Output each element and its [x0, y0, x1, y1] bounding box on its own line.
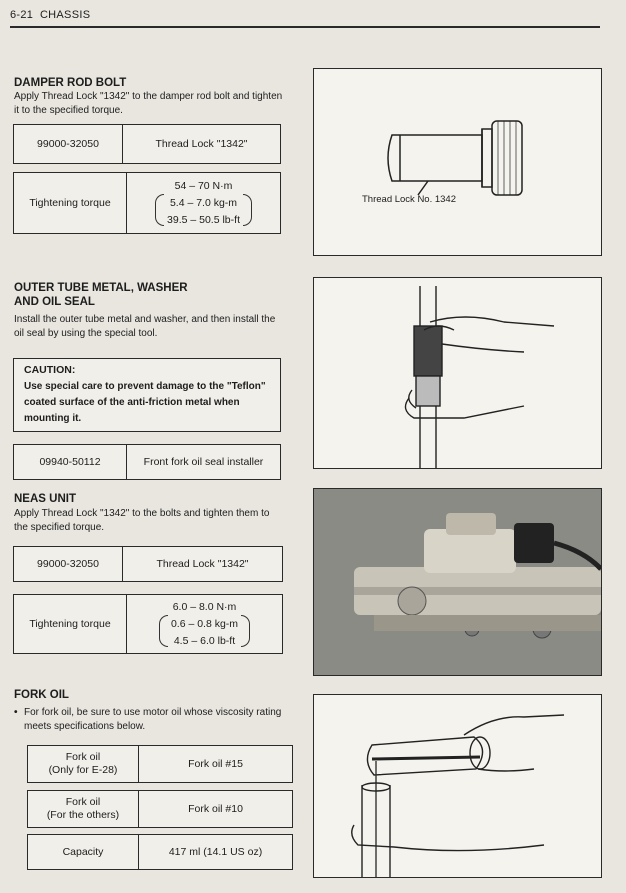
- neas-torque-label: Tightening torque: [14, 595, 127, 653]
- damper-torque-nm: 54 – 70 N·m: [174, 179, 233, 192]
- fork-oil-row-value: Fork oil #10: [188, 803, 243, 815]
- fork-oil-row-label: Fork oil (For the others): [28, 791, 139, 827]
- outer-tube-title: [14, 281, 188, 309]
- fork-oil-title: FORK OIL: [14, 689, 69, 701]
- caution-body: Use special care to prevent damage to the "Teflon" coated surface of the anti-friction metal when mounting it.: [24, 381, 266, 424]
- neas-thread-lock-part: 99000-32050: [14, 547, 123, 581]
- damper-torque-lbft: 39.5 – 50.5 lb-ft: [167, 213, 240, 226]
- page-number: [10, 9, 90, 21]
- fork-oil-row-label: Capacity: [28, 835, 139, 869]
- oil-seal-install-figure: [313, 277, 602, 469]
- outer-tube-title-line1: OUTER TUBE METAL, WASHER: [14, 282, 188, 294]
- neas-unit-illustration: [314, 489, 601, 675]
- caution-box: [13, 358, 281, 432]
- fork-oil-row-e28: [27, 745, 293, 783]
- outer-tube-title-line2: AND OIL SEAL: [14, 296, 95, 308]
- bullet-icon: •: [14, 707, 18, 718]
- neas-unit-body: Apply Thread Lock "1342" to the bolts and tighten them to the specified torque.: [14, 508, 270, 533]
- neas-torque-nm: 6.0 – 8.0 N·m: [172, 600, 237, 613]
- caution-title: CAUTION:: [24, 364, 76, 376]
- damper-thread-lock-name: Thread Lock "1342": [155, 138, 248, 150]
- fork-oil-pour-figure: [313, 694, 602, 878]
- neas-torque-lbft: 4.5 – 6.0 lb-ft: [173, 634, 236, 647]
- thread-lock-caption: Thread Lock No. 1342: [362, 194, 457, 205]
- page-header: [0, 0, 626, 30]
- damper-torque-table: [13, 172, 281, 234]
- oil-seal-tool-part: 09940-50112: [14, 445, 127, 479]
- fork-oil-bullet-text: For fork oil, be sure to use motor oil whose viscosity rating meets specifications below.: [24, 707, 282, 732]
- damper-rod-bolt-figure: [313, 68, 602, 256]
- outer-tube-body: Install the outer tube metal and washer, and then install the oil seal by using the special tool.: [14, 314, 276, 339]
- damper-torque-label: Tightening torque: [14, 173, 127, 233]
- damper-rod-bolt-body: Apply Thread Lock "1342" to the damper rod bolt and tighten it to the specified torque.: [14, 91, 283, 116]
- fork-oil-row-value: 417 ml (14.1 US oz): [168, 846, 263, 858]
- neas-unit-title: NEAS UNIT: [14, 493, 76, 505]
- neas-torque-kgm: 0.6 – 0.8 kg-m: [170, 617, 239, 630]
- fork-oil-row-label: Fork oil (Only for E-28): [28, 746, 139, 782]
- damper-rod-bolt-title: DAMPER ROD BOLT: [14, 77, 127, 89]
- neas-torque-table: [13, 594, 283, 654]
- oil-seal-tool-table: [13, 444, 281, 480]
- fork-oil-row-others: [27, 790, 293, 828]
- fork-oil-row-capacity: [27, 834, 293, 870]
- fork-oil-pour-illustration: [314, 695, 601, 877]
- damper-thread-lock-table: [13, 124, 281, 164]
- neas-thread-lock-table: [13, 546, 283, 582]
- oil-seal-tool-name: Front fork oil seal installer: [143, 456, 264, 468]
- fork-oil-row-value: Fork oil #15: [188, 758, 243, 770]
- bolt-head: [492, 121, 522, 195]
- page-number-value: 6-21: [10, 9, 34, 21]
- damper-rod-bolt-illustration: [314, 69, 601, 255]
- damper-thread-lock-part: 99000-32050: [14, 125, 123, 163]
- neas-thread-lock-name: Thread Lock "1342": [156, 558, 249, 570]
- oil-seal-install-illustration: [314, 278, 601, 468]
- neas-unit-photo: [313, 488, 602, 676]
- neas-torque-values: [127, 595, 282, 653]
- damper-torque-values: [127, 173, 280, 233]
- bolt-shaft: [388, 135, 482, 181]
- section-name: CHASSIS: [39, 9, 91, 21]
- header-rule: [10, 26, 600, 28]
- damper-torque-kgm: 5.4 – 7.0 kg-m: [169, 196, 238, 209]
